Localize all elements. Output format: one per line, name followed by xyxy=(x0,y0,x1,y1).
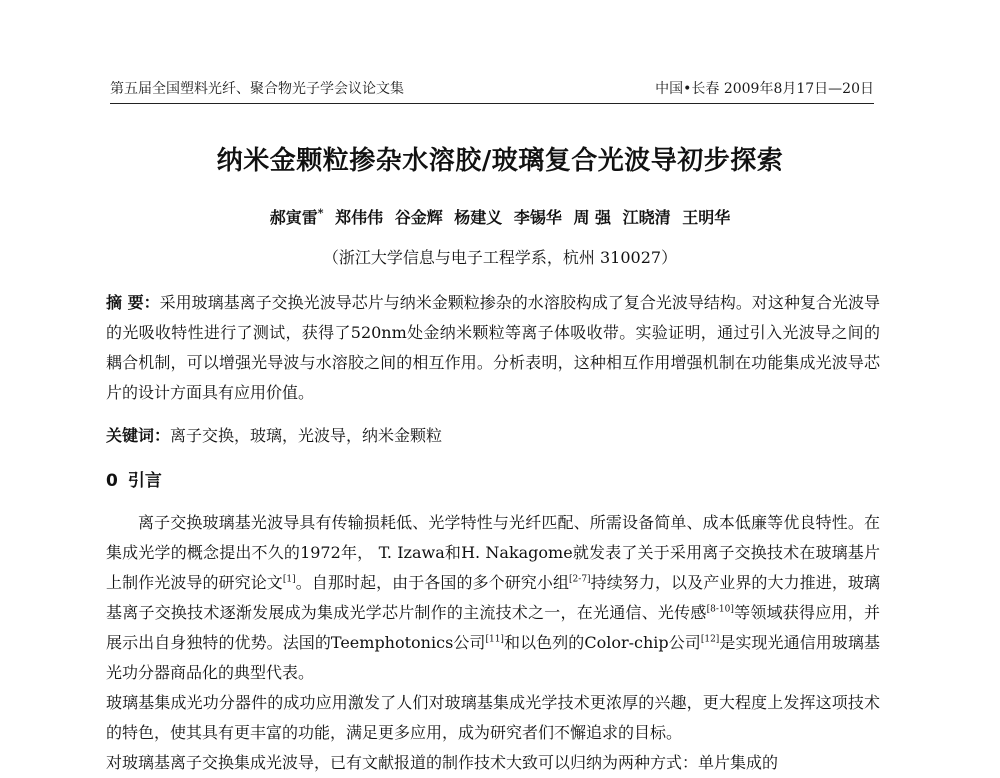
paper-title: 纳米金颗粒掺杂水溶胶/玻璃复合光波导初步探索 xyxy=(216,146,784,176)
author: 江晓清 xyxy=(622,208,671,227)
keywords xyxy=(106,423,880,446)
author: 杨建义 xyxy=(454,208,503,227)
running-header xyxy=(110,78,874,98)
header-proceedings: 第五届全国塑料光纤、聚合物光子学会议论文集 xyxy=(110,81,404,97)
body-text xyxy=(106,508,880,772)
citation: [12] xyxy=(700,634,720,645)
keywords-text: 离子交换，玻璃，光波导，纳米金颗粒 xyxy=(170,426,443,445)
abstract xyxy=(106,288,880,408)
paragraph: 玻璃基集成光功分器件的成功应用激发了人们对玻璃基集成光学技术更浓厚的兴趣，更大程度上发挥这项技术的特色，使其具有更丰富的功能，满足更多应用，成为研究者们不懈追求的目标。 xyxy=(106,693,880,742)
header-location-date: 中国•长春 2009年8月17日—20日 xyxy=(655,81,874,97)
author: 谷金辉 xyxy=(394,208,443,227)
abstract-label: 摘 要： xyxy=(106,293,160,312)
author: 郝寅雷* xyxy=(269,206,324,227)
section-title: 引言 xyxy=(127,471,162,491)
corresponding-mark: * xyxy=(317,206,324,220)
citation: [2-7] xyxy=(569,574,591,585)
author-list xyxy=(0,205,1000,228)
citation: [8-10] xyxy=(706,604,734,615)
section-number: 0 xyxy=(106,471,118,491)
abstract-text: 采用玻璃基离子交换光波导芯片与纳米金颗粒掺杂的水溶胶构成了复合光波导结构。对这种复合光波导的光吸收特性进行了测试，获得了520nm处金纳米颗粒等离子体吸收带。实验证明，通过引入光波导之间的耦合机制，可以增强光导波与水溶胶之间的相互作用。分析表明，这种相互作用增强机制在功能集成光波导芯片的设计方面具有应用价值。 xyxy=(106,293,880,402)
author: 郑伟伟 xyxy=(335,208,384,227)
author: 周 强 xyxy=(573,208,612,227)
keywords-label: 关键词： xyxy=(106,426,171,445)
affiliation: （浙江大学信息与电子工程学系，杭州 310027） xyxy=(322,248,678,267)
section-heading xyxy=(106,466,162,491)
header-rule xyxy=(110,103,874,104)
paragraph-cutoff: 对玻璃基离子交换集成光波导，已有文献报道的制作技术大致可以归纳为两种方式：单片集成的 xyxy=(106,753,779,772)
author: 王明华 xyxy=(682,208,731,227)
citation: [1] xyxy=(282,574,296,585)
paragraph: 离子交换玻璃基光波导具有传输损耗低、光学特性与光纤匹配、所需设备简单、成本低廉等优良特性。在集成光学的概念提出不久的1972年， T. Izawa和H. Nakagome就发表了关于采用离子交换技术在玻璃基片上制作光波导的研究论文[1]。自那时起，由于各国的多个研究小组[2-7]持续努力，以及产业界的大力推进，玻璃基离子交换技术逐渐发展成为集成光学芯片制作的主流技术之一，在光通信、光传感[8-10]等领域获得应用，并展示出自身独特的优势。法国的Teemphotonics公司[11]和以色列的Color-chip公司[12]是实现光通信用玻璃基光功分器商品化的典型代表。 xyxy=(106,513,880,682)
citation: [11] xyxy=(485,634,504,645)
author: 李锡华 xyxy=(513,208,562,227)
